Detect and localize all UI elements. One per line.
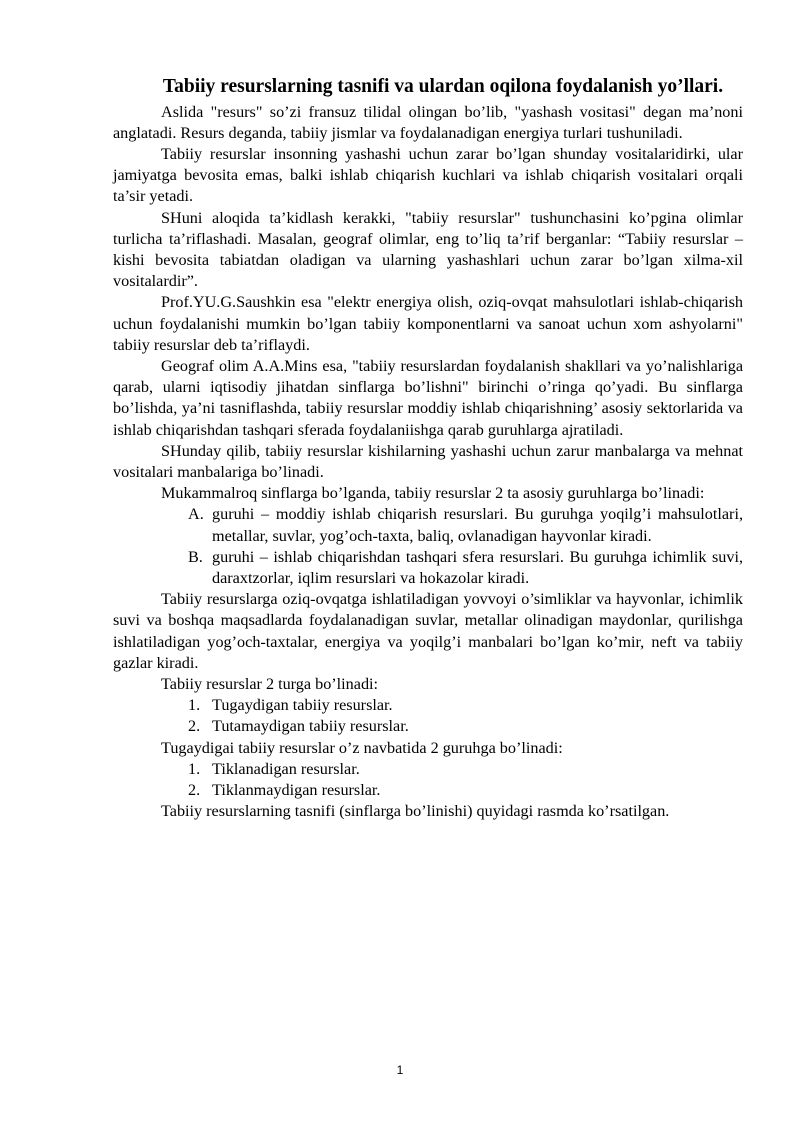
paragraph-saushkin-definition: Prof.YU.G.Saushkin esa "elektr energiya olish, oziq-ovqat mahsulotlari ishlab-chiqarish uchun foydalanishi mumkin bo’lgan tabiiy komponentlarni va sanoat uchun xom ashyolarni" tabiiy resurslar deb ta’riflaydi. bbox=[113, 293, 743, 354]
paragraph-exhaustible-intro: Tugaydigai tabiiy resurslar o’z navbatida 2 guruhga bo’linadi: bbox=[161, 738, 563, 757]
list-item-text: guruhi – ishlab chiqarishdan tashqari sfera resurslari. Bu guruhga ichimlik suvi, daraxtzorlar, iqlim resurslari va hokazolar kiradi. bbox=[212, 547, 743, 587]
paragraph-types-intro: Tabiiy resurslar 2 turga bo’linadi: bbox=[161, 674, 379, 693]
main-groups-list bbox=[113, 504, 743, 589]
paragraph-geographers-definition: SHuni aloqida ta’kidlash kerakki, "tabiiy resurslar" tushunchasini ko’pgina olimlar turlicha ta’riflashadi. Masalan, geograf olimlar, eng to’liq ta’rif berganlar: “Tabiiy resurslar – kishi bevosita tabiatdan oladigan va ularning yashashlari uchun zarar bo’lgan xilma-xil vositalardir”. bbox=[113, 208, 743, 291]
paragraph-resource-definition: Aslida "resurs" so’zi fransuz tilidal olingan bo’lib, "yashash vositasi" degan ma’noni anglatadi. Resurs deganda, tabiiy jismlar va foydalanadigan energiya turlari tushuniladi. bbox=[113, 102, 743, 142]
list-item-text: Tiklanadigan resurslar. bbox=[212, 759, 360, 778]
list-item-text: Tutamaydigan tabiiy resurslar. bbox=[212, 717, 409, 736]
list-marker: 2. bbox=[188, 717, 201, 736]
list-marker: B. bbox=[188, 547, 203, 566]
list-marker: 1. bbox=[188, 696, 201, 715]
page-title: Tabiiy resurslarning tasnifi va ulardan oqilona foydalanish yo’llari. bbox=[162, 76, 724, 97]
list-item-text: Tugaydigan tabiiy resurslar. bbox=[212, 696, 393, 715]
exhaustible-groups-list bbox=[113, 759, 743, 801]
list-item-text: Tiklanmaydigan resurslar. bbox=[212, 781, 381, 799]
list-marker: 2. bbox=[188, 781, 201, 799]
paragraph-main-groups-intro: Mukammalroq sinflarga bo’lganda, tabiiy resurslar 2 ta asosiy guruhlarga bo’linadi: bbox=[161, 484, 705, 503]
resource-types-list bbox=[113, 695, 743, 737]
list-item-renewable bbox=[188, 759, 743, 780]
list-item-group-a bbox=[188, 504, 743, 546]
paragraph-resource-role: Tabiiy resurslar insonning yashashi uchun zarar bo’lgan shunday vositalaridirki, ular jamiyatga bevosita emas, balki ishlab chiqarish kuchlari va ishlab chiqarish vositalari orqali ta’sir yetadi. bbox=[113, 144, 743, 206]
list-item-nonrenewable bbox=[188, 780, 743, 801]
paragraph-mins-classification: Geograf olim A.A.Mins esa, "tabiiy resurslardan foydalanish shakllari va yo’nalishlariga qarab, ularni iqtisodiy jihatdan sinflarga bo’lishni" birinchi o’ringa qo’yadi. Bu sinflarga bo’lishda, ya’ni tasniflashda, tabiiy resurslar moddiy ishlab chiqarishning’ asosiy sektorlarida va ishlab chiqarishdan tashqari sferada foydalaniishga qarab guruhlarga ajratiladi. bbox=[113, 356, 743, 439]
paragraph-closing: Tabiiy resurslarning tasnifi (sinflarga bo’linishi) quyidagi rasmda ko’rsatilgan. bbox=[161, 802, 670, 821]
paragraph-sources-summary: SHunday qilib, tabiiy resurslar kishilarning yashashi uchun zarur manbalarga va mehnat vositalari manbalariga bo’linadi. bbox=[113, 441, 743, 481]
list-item-text: guruhi – moddiy ishlab chiqarish resurslari. Bu guruhga yoqilg’i mahsulotlari, metallar, suvlar, yog’och-taxta, baliq, ovlanadigan hayvonlar kiradi. bbox=[212, 505, 743, 545]
list-item-inexhaustible bbox=[188, 716, 743, 737]
list-marker: 1. bbox=[188, 759, 201, 778]
list-item-exhaustible bbox=[188, 695, 743, 716]
paragraph-resource-examples: Tabiiy resurslarga oziq-ovqatga ishlatiladigan yovvoyi o’simliklar va hayvonlar, ichimlik suvi va boshqa maqsadlarda foydalanadigan suvlar, metallar olinadigan maydonlar, qurilishga ishlatiladigan yog’och-taxtalar, energiya va yoqilg’i manbalari bo’lgan ko’mir, neft va tabiiy gazlar kiradi. bbox=[113, 590, 743, 672]
list-marker: A. bbox=[188, 505, 204, 524]
list-item-group-b bbox=[188, 547, 743, 589]
page-number: 1 bbox=[396, 1063, 404, 1077]
